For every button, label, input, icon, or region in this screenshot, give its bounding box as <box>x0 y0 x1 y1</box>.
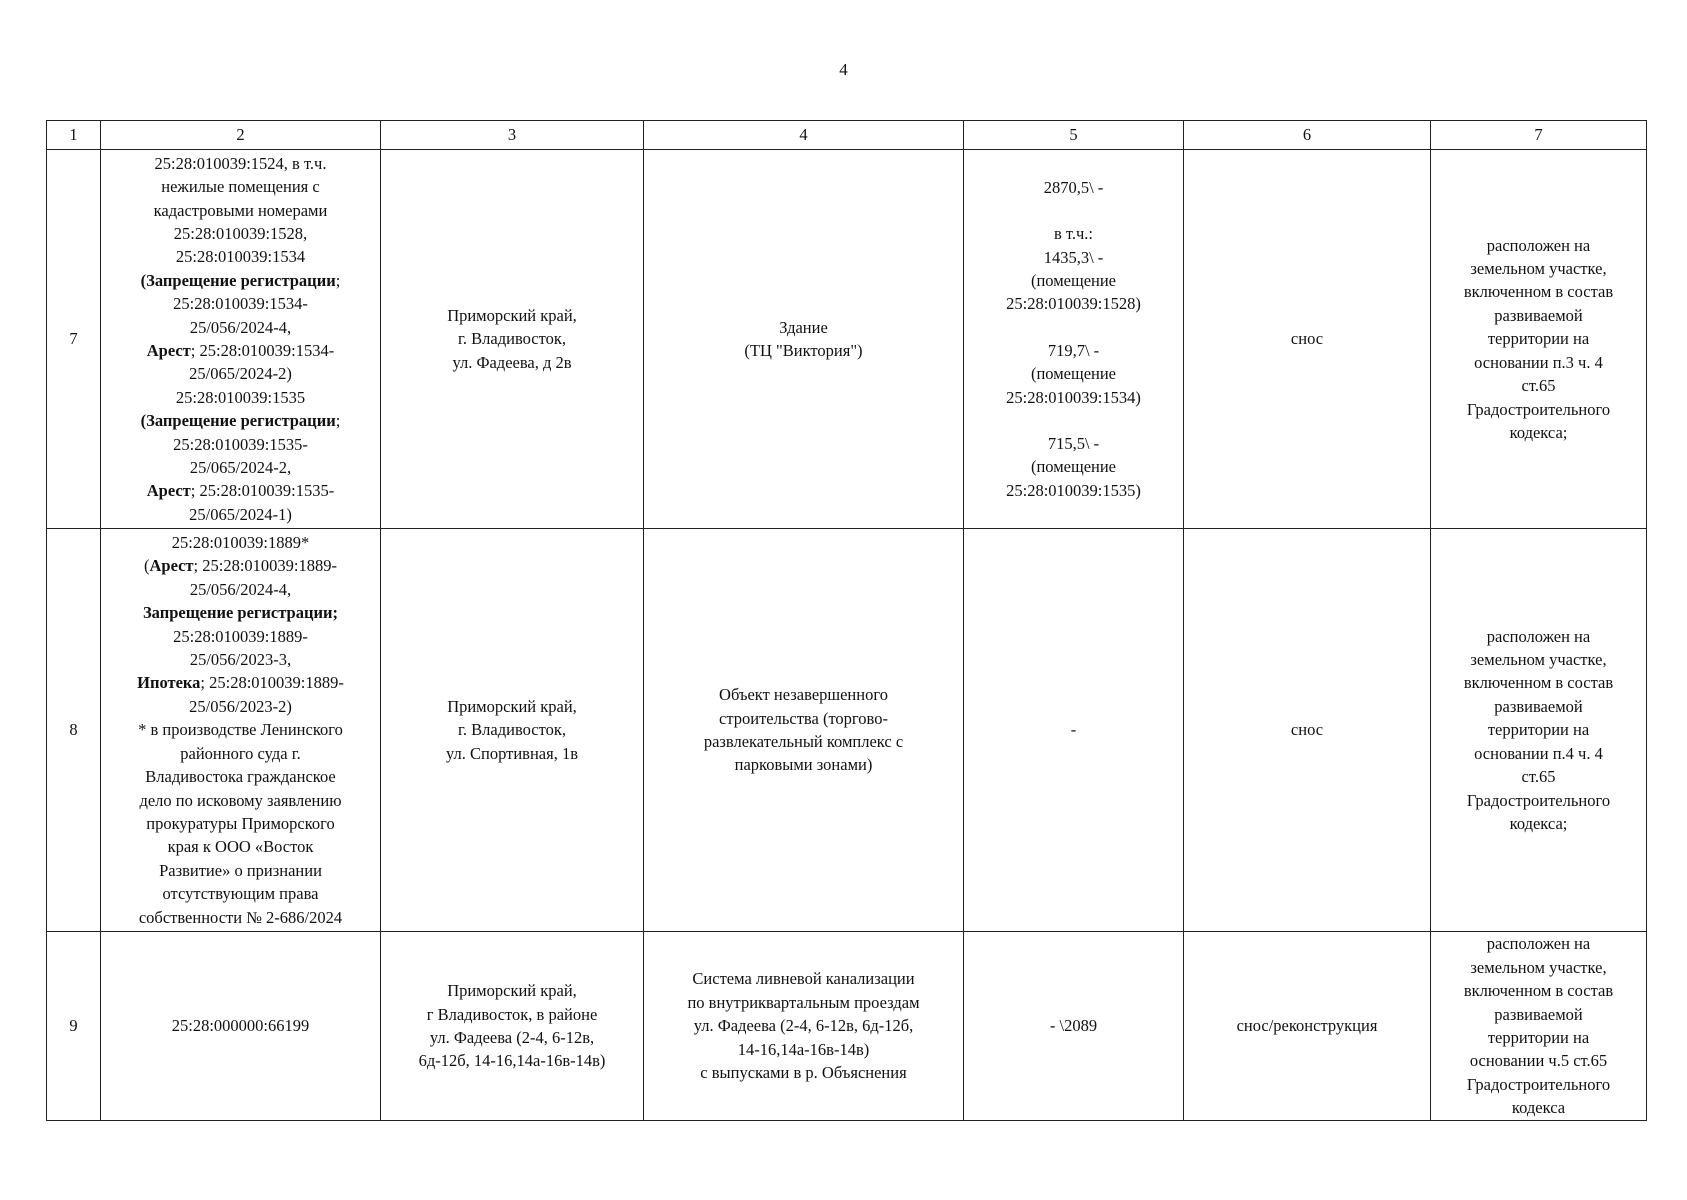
bold-fragment: Ипотека <box>137 673 201 693</box>
action-cell <box>1184 932 1431 1121</box>
cell-line <box>104 601 377 624</box>
text-fragment: ; <box>335 270 341 290</box>
cell-line: по внутриквартальным проездам <box>687 992 920 1012</box>
basis-note-cell <box>1431 150 1647 529</box>
cell-line: Градостроительного <box>1466 399 1611 419</box>
cell-line <box>104 531 377 554</box>
cell-line <box>104 292 377 315</box>
text-fragment: ; 25:28:010039:1535- <box>190 481 335 501</box>
address-cell <box>381 150 644 529</box>
cell-line: Здание <box>779 317 828 337</box>
cell-line <box>104 1014 377 1037</box>
cell-line <box>104 362 377 385</box>
text-fragment: прокуратуры Приморского <box>146 813 335 833</box>
object-name-cell <box>644 529 964 932</box>
text-fragment: 25:28:010039:1535 <box>175 387 306 407</box>
basis-note-cell <box>1431 529 1647 932</box>
cell-line <box>104 245 377 268</box>
cell-line: Приморский край, <box>447 981 577 1001</box>
cell-line: - <box>1070 720 1077 740</box>
cell-line: расположен на <box>1486 934 1591 954</box>
cell-line <box>104 456 377 479</box>
text-fragment: 25/065/2024-2) <box>189 364 292 384</box>
cell-line: развиваемой <box>1494 305 1583 325</box>
text-fragment: 25/056/2023-3, <box>189 650 292 670</box>
cell-line: ст.65 <box>1521 376 1556 396</box>
cell-line: (помещение <box>1030 364 1117 384</box>
cell-line: 25:28:010039:1528) <box>1006 294 1141 314</box>
text-fragment: ; <box>335 411 341 431</box>
object-name-cell <box>644 932 964 1121</box>
cell-line: 6д-12б, 14-16,14а-16в-14в) <box>418 1051 606 1071</box>
page-number: 4 <box>839 60 848 79</box>
text-fragment: отсутствующим права <box>162 884 319 904</box>
column-header-3: 3 <box>381 121 644 150</box>
cell-line: (помещение <box>1030 270 1117 290</box>
cell-line: 719,7\ - <box>1047 340 1100 360</box>
bold-fragment: Арест <box>146 341 191 360</box>
cell-line: Градостроительного <box>1466 1074 1611 1094</box>
text-fragment: ; 25:28:010039:1889- <box>193 556 337 576</box>
cell-line: развиваемой <box>1494 696 1583 716</box>
table-row <box>47 932 1647 1121</box>
cell-line: включенном в состав <box>1463 673 1614 693</box>
cell-line <box>104 554 377 577</box>
cell-line: территории на <box>1487 1028 1590 1047</box>
text-fragment: 25:28:010039:1534 <box>175 247 306 267</box>
text-fragment: 25:28:010039:1524, в т.ч. <box>154 153 327 173</box>
action-cell <box>1184 529 1431 932</box>
cell-line: снос <box>1290 329 1324 349</box>
text-fragment: 25:28:010039:1889- <box>173 626 308 646</box>
cell-line: г Владивосток, в районе <box>426 1004 598 1024</box>
cell-line: 25:28:010039:1535) <box>1006 480 1141 500</box>
line-gap <box>967 199 1180 222</box>
area-cell <box>964 150 1184 529</box>
cell-line: расположен на <box>1486 626 1591 646</box>
cell-line: включенном в состав <box>1463 282 1614 302</box>
cell-line: - \2089 <box>1049 1016 1098 1036</box>
cell-line: парковыми зонами) <box>734 755 873 775</box>
cell-line: развиваемой <box>1494 1004 1583 1024</box>
text-fragment: ; 25:28:010039:1534- <box>190 341 335 360</box>
cell-line: ул. Фадеева (2-4, 6-12в, <box>429 1028 595 1047</box>
cell-line: развлекательный комплекс с <box>703 732 904 751</box>
cell-line <box>104 718 377 741</box>
bold-fragment: (Запрещение регистрации <box>140 270 336 290</box>
text-fragment: Развитие» о признании <box>159 860 322 880</box>
column-header-2: 2 <box>101 121 381 150</box>
cell-line: г. Владивосток, <box>458 329 566 349</box>
cell-line: 2870,5\ - <box>1043 177 1104 197</box>
cadastral-number-cell <box>101 150 381 529</box>
cell-line <box>104 199 377 222</box>
text-fragment: * в производстве Ленинского <box>138 720 343 740</box>
cell-line: г. Владивосток, <box>458 720 566 740</box>
cell-line <box>104 835 377 858</box>
cell-line: ул. Фадеева, д 2в <box>452 352 572 372</box>
cell-line <box>104 695 377 718</box>
text-fragment: кадастровыми номерами <box>153 200 328 220</box>
line-gap <box>967 409 1180 432</box>
cell-line: с выпусками в р. Объяснения <box>700 1063 907 1083</box>
cell-line <box>104 789 377 812</box>
cell-line <box>104 479 377 502</box>
text-fragment: 25:28:010039:1534- <box>173 294 308 314</box>
cell-line: ул. Фадеева (2-4, 6-12в, 6д-12б, <box>693 1016 914 1036</box>
cell-line <box>104 175 377 198</box>
cell-line <box>104 859 377 882</box>
column-header-7: 7 <box>1431 121 1647 150</box>
text-fragment: 25:28:000000:66199 <box>171 1016 310 1036</box>
cell-line: 715,5\ - <box>1047 434 1100 454</box>
cell-line <box>104 409 377 432</box>
cell-line: ст.65 <box>1521 767 1556 787</box>
column-header-6: 6 <box>1184 121 1431 150</box>
text-fragment: Владивостока гражданское <box>145 767 336 787</box>
cell-line: территории на <box>1487 720 1590 740</box>
cell-line: (ТЦ "Виктория") <box>744 341 863 360</box>
text-fragment: ; 25:28:010039:1889- <box>200 673 344 693</box>
text-fragment: 25:28:010039:1889* <box>171 533 310 553</box>
table-row <box>47 150 1647 529</box>
cell-line <box>104 882 377 905</box>
object-name-cell <box>644 150 964 529</box>
cadastral-number-cell <box>101 932 381 1121</box>
text-fragment: нежилые помещения с <box>161 177 320 197</box>
cell-line <box>104 625 377 648</box>
cell-line <box>104 742 377 765</box>
cell-line <box>104 765 377 788</box>
column-header-1: 1 <box>47 121 101 150</box>
text-fragment: края к ООО «Восток <box>167 837 314 857</box>
cell-line: 25:28:010039:1534) <box>1006 387 1141 407</box>
property-table <box>46 120 1647 1121</box>
row-number-cell: 8 <box>47 529 101 932</box>
cell-line: Приморский край, <box>447 696 577 716</box>
table-row <box>47 529 1647 932</box>
header-row <box>47 121 1647 150</box>
row-number-cell: 9 <box>47 932 101 1121</box>
text-fragment: 25/065/2024-1) <box>189 504 292 524</box>
address-cell <box>381 932 644 1121</box>
cell-line: в т.ч.: <box>1053 224 1094 244</box>
bold-fragment: Арест <box>149 556 194 576</box>
text-fragment: 25/065/2024-2, <box>189 458 292 478</box>
text-fragment: районного суда г. <box>180 743 301 763</box>
cell-line <box>104 316 377 339</box>
cell-line: Градостроительного <box>1466 790 1611 810</box>
area-cell <box>964 529 1184 932</box>
cell-line: расположен на <box>1486 235 1591 255</box>
column-header-4: 4 <box>644 121 964 150</box>
cell-line: кодекса; <box>1509 813 1568 833</box>
cell-line: территории на <box>1487 329 1590 349</box>
cell-line: снос <box>1290 720 1324 740</box>
cell-line: кодекса <box>1511 1098 1566 1118</box>
cell-line <box>104 503 377 526</box>
cell-line <box>104 578 377 601</box>
cell-line <box>104 222 377 245</box>
cell-line: Система ливневой канализации <box>692 969 915 989</box>
cell-line: (помещение <box>1030 457 1117 477</box>
cell-line: основании п.4 ч. 4 <box>1474 743 1603 763</box>
cell-line: основании п.3 ч. 4 <box>1474 352 1603 372</box>
text-fragment: ( <box>143 556 150 576</box>
cell-line <box>104 386 377 409</box>
cell-line: строительства (торгово- <box>719 708 888 728</box>
cell-line <box>104 433 377 456</box>
line-gap <box>967 316 1180 339</box>
bold-fragment: Арест <box>146 481 191 501</box>
cell-line <box>104 339 377 362</box>
text-fragment: собственности № 2-686/2024 <box>138 907 343 927</box>
cadastral-number-cell <box>101 529 381 932</box>
cell-line <box>104 671 377 694</box>
row-number-cell: 7 <box>47 150 101 529</box>
bold-fragment: (Запрещение регистрации <box>140 411 336 431</box>
bold-fragment: Запрещение регистрации; <box>142 603 339 623</box>
text-fragment: 25:28:010039:1528, <box>173 223 308 243</box>
cell-line: снос/реконструкция <box>1236 1016 1378 1036</box>
text-fragment: 25/056/2023-2) <box>189 696 292 716</box>
cell-line: земельном участке, <box>1470 259 1607 279</box>
cell-line <box>104 152 377 175</box>
cell-line: земельном участке, <box>1470 650 1607 670</box>
column-header-5: 5 <box>964 121 1184 150</box>
cell-line <box>104 812 377 835</box>
cell-line: кодекса; <box>1509 422 1568 442</box>
text-fragment: дело по исковому заявлению <box>139 790 342 810</box>
address-cell <box>381 529 644 932</box>
cell-line: ул. Спортивная, 1в <box>446 743 578 763</box>
cell-line: основании ч.5 ст.65 <box>1469 1051 1608 1071</box>
text-fragment: 25:28:010039:1535- <box>173 434 308 454</box>
text-fragment: 25/056/2024-4, <box>189 579 292 599</box>
cell-line: Объект незавершенного <box>719 685 888 705</box>
cell-line <box>104 906 377 929</box>
cell-line <box>104 269 377 292</box>
cell-line <box>104 648 377 671</box>
area-cell <box>964 932 1184 1121</box>
text-fragment: 25/056/2024-4, <box>189 317 292 337</box>
cell-line: 14-16,14а-16в-14в) <box>737 1039 870 1059</box>
cell-line: включенном в состав <box>1463 981 1614 1001</box>
action-cell <box>1184 150 1431 529</box>
cell-line: Приморский край, <box>447 305 577 325</box>
basis-note-cell <box>1431 932 1647 1121</box>
cell-line: земельном участке, <box>1470 957 1607 977</box>
cell-line: 1435,3\ - <box>1043 247 1104 267</box>
